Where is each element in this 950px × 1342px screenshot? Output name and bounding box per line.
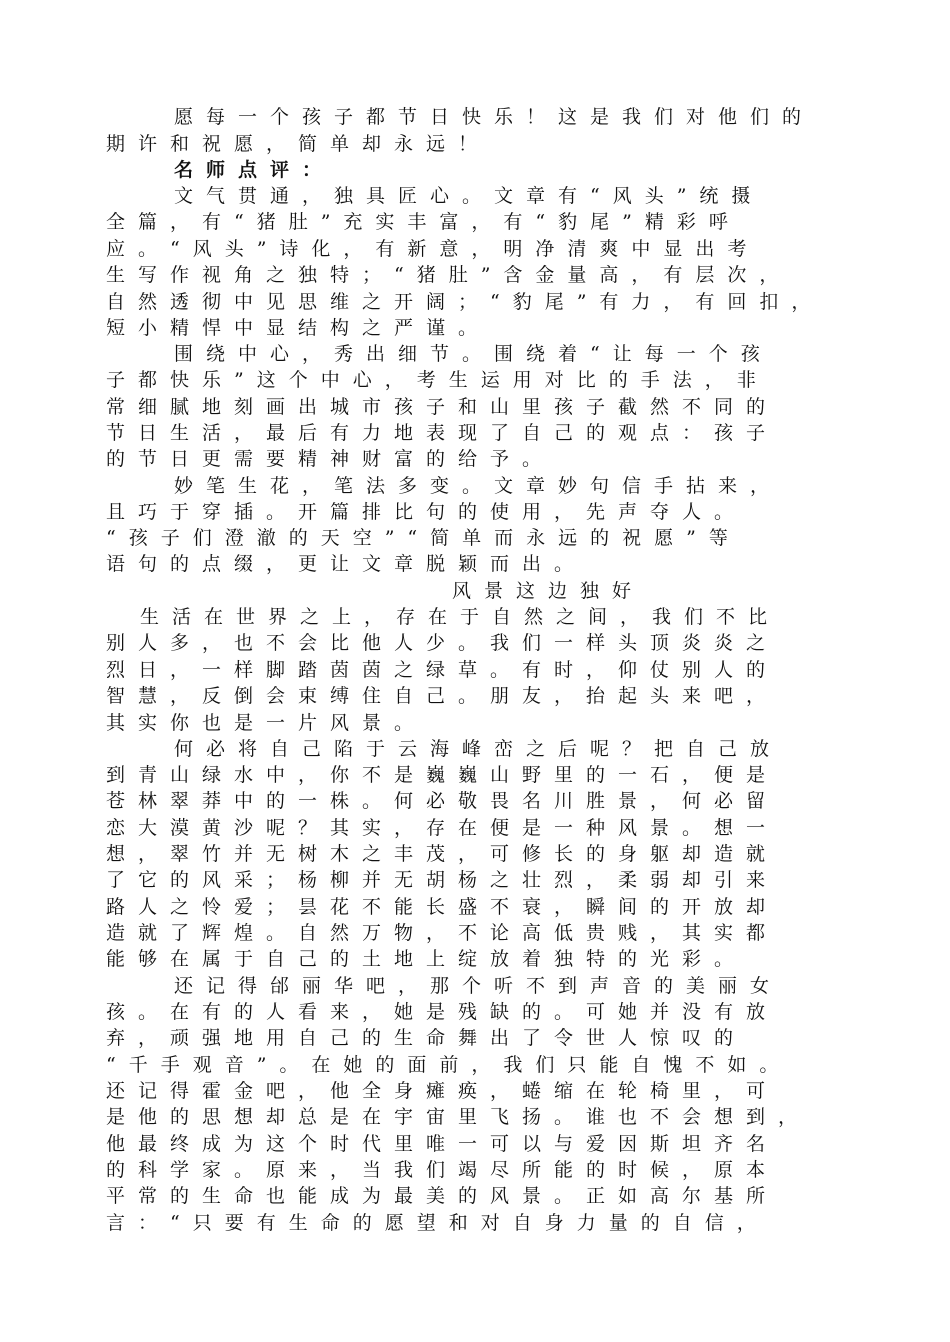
text-line: 生写作视角之独特；“猪肚”含金量高，有层次， [106,264,792,286]
text-line: 苍林翠莽中的一株。何必敬畏名川胜景，何必留 [106,790,779,812]
text-line: “孩子们澄澈的天空”“简单而永远的祝愿”等 [106,527,741,549]
text-line: 何必将自己陷于云海峰峦之后呢？把自己放 [174,738,783,760]
text-line: 别人多，也不会比他人少。我们一样头顶炎炎之 [106,632,779,654]
text-line: 是他的思想却总是在宇宙里飞扬。谁也不会想到， [106,1106,811,1128]
text-line: 应。“风头”诗化，有新意，明净清爽中显出考 [106,238,760,260]
text-line: 想，翠竹并无树木之丰茂，可修长的身躯却造就 [106,843,779,865]
text-line: 平常的生命也能成为最美的风景。正如高尔基所 [106,1185,779,1207]
text-line: 烈日，一样脚踏茵茵之绿草。有时，仰仗别人的 [106,659,779,681]
text-line: 子都快乐”这个中心，考生运用对比的手法，非 [106,369,769,391]
text-line: 期许和祝愿，简单却永远！ [106,133,491,155]
text-line: 妙笔生花，笔法多变。文章妙句信手拈来， [174,475,783,497]
section-heading: 名师点评： [174,159,335,181]
text-line: 常细腻地刻画出城市孩子和山里孩子截然不同的 [106,396,779,418]
text-line: 围绕中心，秀出细节。围绕着“让每一个孩 [174,343,773,365]
text-line: 了它的风采；杨柳并无胡杨之壮烈，柔弱却引来 [106,869,779,891]
text-line: “千手观音”。在她的面前，我们只能自愧不如。 [106,1054,792,1076]
text-line: 到青山绿水中，你不是巍巍山野里的一石，便是 [106,764,779,786]
text-line: 自然透彻中见思维之开阔；“豹尾”有力，有回扣， [106,291,824,313]
text-line: 语句的点缀，更让文章脱颖而出。 [106,553,587,575]
essay-title: 风景这边独好 [452,580,645,602]
text-line: 智慧，反倒会束缚住自己。朋友，抬起头来吧， [106,685,779,707]
text-line: 恋大漠黄沙呢？其实，存在便是一种风景。想一 [106,817,779,839]
text-line: 弃，顽强地用自己的生命舞出了令世人惊叹的 [106,1027,747,1049]
text-line: 言：“只要有生命的愿望和对自身力量的自信， [106,1212,769,1234]
text-line: 孩。在有的人看来，她是残缺的。可她并没有放 [106,1001,779,1023]
text-line: 还记得霍金吧，他全身瘫痪，蜷缩在轮椅里，可 [106,1080,779,1102]
text-line: 且巧于穿插。开篇排比句的使用，先声夺人。 [106,501,747,523]
text-line: 路人之怜爱；昙花不能长盛不衰，瞬间的开放却 [106,896,779,918]
text-line: 生活在世界之上，存在于自然之间，我们不比 [140,606,781,628]
text-line: 愿每一个孩子都节日快乐！这是我们对他们的 [174,106,815,128]
text-line: 的科学家。原来，当我们竭尽所能的时候，原本 [106,1159,779,1181]
text-line: 文气贯通，独具匠心。文章有“风头”统摄 [174,185,764,207]
text-line: 短小精悍中显结构之严谨。 [106,317,491,339]
text-line: 全篇，有“猪肚”充实丰富，有“豹尾”精彩呼 [106,211,741,233]
text-line: 能够在属于自己的土地上绽放着独特的光彩。 [106,948,747,970]
text-line: 造就了辉煌。自然万物，不论高低贵贱，其实都 [106,922,779,944]
text-line: 节日生活，最后有力地表现了自己的观点：孩子 [106,422,779,444]
text-line: 还记得邰丽华吧，那个听不到声音的美丽女 [174,975,783,997]
text-line: 的节日更需要精神财富的给予。 [106,448,555,470]
text-line: 他最终成为这个时代里唯一可以与爱因斯坦齐名 [106,1133,779,1155]
text-line: 其实你也是一片风景。 [106,712,427,734]
